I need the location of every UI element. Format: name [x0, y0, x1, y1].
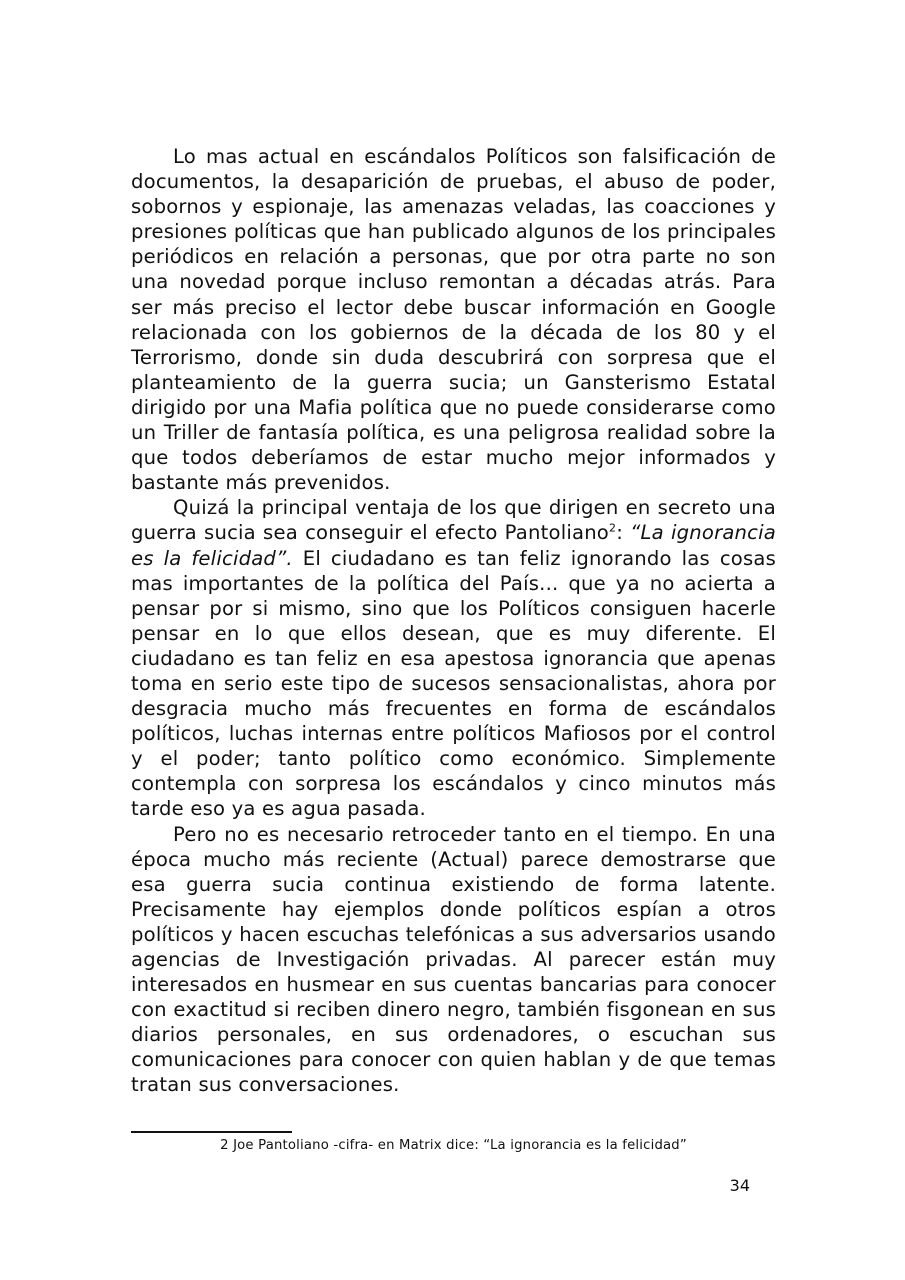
- paragraph-2-rest: El ciudadano es tan feliz ignorando las cosas mas importantes de la política del País... que ya no acierta a pensar por si mismo, sino que los Políticos consiguen hacerle pensar en lo que ellos desean, que es muy diferente. El ciudadano es tan feliz en esa apestosa ignorancia que apenas toma en serio este tipo de sucesos sensacionalistas, ahora por desgracia mucho más frecuentes en forma de escándalos políticos, luchas internas entre políticos Mafiosos por el control y el poder; tanto político como económico. Simplemente contempla con sorpresa los escándalos y cinco minutos más tarde eso ya es agua pasada.: [131, 546, 777, 821]
- paragraph-2: [131, 495, 776, 821]
- italic-quote: “La ignorancia es la felicidad”.: [131, 521, 776, 570]
- page-number: 34: [729, 1176, 750, 1195]
- footnote-reference[interactable]: 2: [609, 521, 617, 535]
- paragraph-1: Lo mas actual en escándalos Políticos son falsificación de documentos, la desaparición de pruebas, el abuso de poder, sobornos y espionaje, las amenazas veladas, las coacciones y presiones políticas que han publicado algunos de los principales periódicos en relación a personas, que por otra parte no son una novedad porque incluso remontan a décadas atrás. Para ser más preciso el lector debe buscar información en Google relacionada con los gobiernos de la década de los 80 y el Terrorismo, donde sin duda descubrirá con sorpresa que el planteamiento de la guerra sucia; un Gansterismo Estatal dirigido por una Mafia política que no puede considerarse como un Triller de fantasía política, es una peligrosa realidad sobre la que todos deberíamos de estar mucho mejor informados y bastante más prevenidos.: [131, 145, 776, 495]
- paragraph-2-text: Quizá la principal ventaja de los que dirigen en secreto una guerra sucia sea conseguir el efecto Pantoliano: [131, 496, 776, 545]
- footnote-separator: [131, 1131, 292, 1133]
- paragraph-2-colon: :: [616, 521, 631, 545]
- paragraph-3: Pero no es necesario retroceder tanto en el tiempo. En una época mucho más reciente (Actual) parece demostrarse que esa guerra sucia continua existiendo de forma latente. Precisamente hay ejemplos donde políticos espían a otros políticos y hacen escuchas telefónicas a sus adversarios usando agencias de Investigación privadas. Al parecer están muy interesados en husmear en sus cuentas bancarias para conocer con exactitud si reciben dinero negro, también fisgonean en sus diarios personales, en sus ordenadores, o escuchan sus comunicaciones para conocer con quien hablan y de que temas tratan sus conversaciones.: [131, 822, 776, 1097]
- footnote: 2 Joe Pantoliano -cifra- en Matrix dice: “La ignorancia es la felicidad”: [220, 1138, 687, 1153]
- body-text: [131, 144, 776, 1098]
